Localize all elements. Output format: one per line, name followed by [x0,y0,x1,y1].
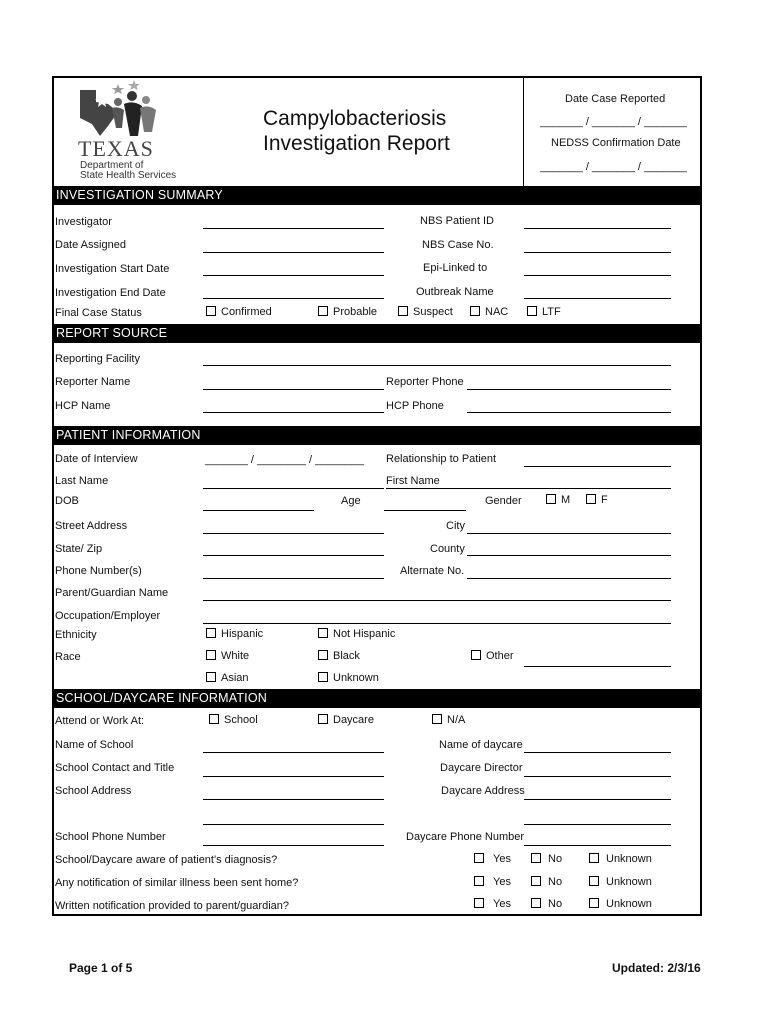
checkbox-icon [206,650,216,660]
checkbox-icon [531,898,541,908]
header-divider [523,78,524,186]
logo-texas: TEXAS [78,136,154,161]
school-phone-label: School Phone Number [55,831,166,843]
interview-date-label: Date of Interview [55,453,138,465]
school-address-field-1[interactable] [203,799,384,800]
street-address-field[interactable] [203,533,384,534]
outbreak-name-field[interactable] [524,298,671,299]
interview-date-field[interactable]: _______ / ________ / ________ [205,454,365,466]
date-reported-label: Date Case Reported [565,93,666,105]
start-date-field[interactable] [203,275,384,276]
notification-unknown[interactable]: Unknown [589,876,652,889]
checkbox-icon [209,714,219,724]
status-ltf[interactable]: LTF [527,306,561,319]
school-contact-field[interactable] [203,776,384,777]
checkbox-icon [206,628,216,638]
aware-no[interactable]: No [531,853,562,866]
patient-information-header: PATIENT INFORMATION [52,426,702,445]
logo-line2: State Health Services [80,170,177,181]
reporter-phone-field[interactable] [467,389,671,390]
guardian-field[interactable] [203,600,671,601]
texas-logo-icon [78,80,160,138]
daycare-address-field-2[interactable] [524,824,671,825]
checkbox-icon [531,853,541,863]
hcp-phone-label: HCP Phone [386,400,444,412]
checkbox-icon [589,898,599,908]
last-name-field[interactable] [203,488,384,489]
checkbox-icon [318,628,328,638]
daycare-address-field-1[interactable] [524,799,671,800]
county-field[interactable] [467,555,671,556]
reporting-facility-label: Reporting Facility [55,353,140,365]
dob-label: DOB [55,495,79,507]
race-unknown[interactable]: Unknown [318,672,379,685]
investigator-field[interactable] [203,228,384,229]
logo-line1: Department of [80,160,144,171]
gender-label: Gender [485,495,522,507]
school-address-label: School Address [55,785,132,797]
phone-label: Phone Number(s) [55,565,142,577]
notification-no[interactable]: No [531,876,562,889]
school-contact-label: School Contact and Title [55,762,175,774]
attend-label: Attend or Work At: [55,715,145,727]
report-title: Campylobacteriosis Investigation Report [263,107,450,155]
ethnicity-not-hispanic[interactable]: Not Hispanic [318,628,395,641]
daycare-director-field[interactable] [524,776,671,777]
attend-school[interactable]: School [209,714,258,727]
checkbox-icon [470,306,480,316]
checkbox-icon [471,650,481,660]
hcp-phone-field[interactable] [467,412,671,413]
question-written: Written notification provided to parent/guardian? [55,900,289,912]
status-confirmed[interactable]: Confirmed [206,306,272,319]
date-assigned-label: Date Assigned [55,239,126,251]
daycare-name-field[interactable] [524,752,671,753]
nedss-date-label: NEDSS Confirmation Date [551,137,681,149]
ethnicity-label: Ethnicity [55,629,97,641]
school-name-label: Name of School [55,739,134,751]
daycare-phone-field[interactable] [524,845,671,846]
checkbox-icon [474,853,484,863]
date-reported-field[interactable]: _______ / _______ / _______ [540,116,687,128]
city-label: City [446,520,465,532]
epi-linked-field[interactable] [524,275,671,276]
dob-field[interactable] [203,510,314,511]
daycare-director-label: Daycare Director [440,762,523,774]
reporter-name-field[interactable] [203,389,384,390]
aware-yes[interactable]: Yes [474,853,511,866]
status-suspect[interactable]: Suspect [398,306,453,319]
start-date-label: Investigation Start Date [55,263,170,275]
reporting-facility-field[interactable] [203,365,671,366]
county-label: County [430,543,465,555]
written-unknown[interactable]: Unknown [589,898,652,911]
race-other-field[interactable] [524,666,671,667]
checkbox-icon [432,714,442,724]
checkbox-icon [206,306,216,316]
race-asian[interactable]: Asian [206,672,249,685]
last-name-label: Last Name [55,475,109,487]
checkbox-icon [586,494,596,504]
nbs-patient-id-field[interactable] [524,228,671,229]
checkbox-icon [206,672,216,682]
aware-unknown[interactable]: Unknown [589,853,652,866]
outbreak-name-label: Outbreak Name [416,286,494,298]
checkbox-icon [527,306,537,316]
daycare-name-label: Name of daycare [439,739,523,751]
checkbox-icon [531,876,541,886]
page-number: Page 1 of 5 [69,961,133,975]
occupation-label: Occupation/Employer [55,610,161,622]
hcp-name-field[interactable] [203,412,384,413]
race-white[interactable]: White [206,650,249,663]
reporter-name-label: Reporter Name [55,376,131,388]
alternate-no-field[interactable] [467,578,671,579]
date-assigned-field[interactable] [203,252,384,253]
checkbox-icon [474,898,484,908]
age-label: Age [341,495,361,507]
question-aware: School/Daycare aware of patient's diagnosis? [55,854,278,866]
guardian-label: Parent/Guardian Name [55,587,169,599]
final-status-label: Final Case Status [55,307,142,319]
attend-daycare[interactable]: Daycare [318,714,374,727]
texas-dshs-logo [76,80,186,182]
city-field[interactable] [467,533,671,534]
relationship-field[interactable] [524,466,671,467]
first-name-label: First Name [386,475,440,487]
gender-m[interactable]: M [546,494,570,507]
checkbox-icon [318,714,328,724]
report-source-header: REPORT SOURCE [52,324,702,343]
gender-f[interactable]: F [586,494,608,507]
checkbox-icon [318,650,328,660]
checkbox-icon [589,853,599,863]
first-name-field[interactable] [386,488,671,489]
daycare-phone-label: Daycare Phone Number [406,831,525,843]
investigation-summary-header: INVESTIGATION SUMMARY [52,186,702,205]
phone-field[interactable] [203,578,384,579]
attend-na[interactable]: N/A [432,714,465,727]
state-zip-field[interactable] [203,555,384,556]
hcp-name-label: HCP Name [55,400,111,412]
state-zip-label: State/ Zip [55,543,103,555]
race-label: Race [55,651,81,663]
school-name-field[interactable] [203,752,384,753]
end-date-label: Investigation End Date [55,287,166,299]
ethnicity-hispanic[interactable]: Hispanic [206,628,263,641]
nedss-date-field[interactable]: _______ / _______ / _______ [540,161,687,173]
checkbox-icon [546,494,556,504]
street-address-label: Street Address [55,520,128,532]
daycare-address-label: Daycare Address [441,785,525,797]
status-probable[interactable]: Probable [318,306,377,319]
nbs-case-no-field[interactable] [524,252,671,253]
nbs-patient-id-label: NBS Patient ID [420,215,494,227]
alternate-no-label: Alternate No. [400,565,465,577]
investigator-label: Investigator [55,216,112,228]
checkbox-icon [474,876,484,886]
school-address-field-2[interactable] [203,824,384,825]
race-other[interactable]: Other [471,650,514,663]
age-field[interactable] [384,510,466,511]
written-yes[interactable]: Yes [474,898,511,911]
reporter-phone-label: Reporter Phone [386,376,464,388]
relationship-label: Relationship to Patient [386,453,497,465]
checkbox-icon [398,306,408,316]
school-phone-field[interactable] [203,845,384,846]
checkbox-icon [318,306,328,316]
race-black[interactable]: Black [318,650,360,663]
end-date-field[interactable] [203,298,384,299]
notification-yes[interactable]: Yes [474,876,511,889]
question-notification: Any notification of similar illness been sent home? [55,877,299,889]
nbs-case-no-label: NBS Case No. [422,239,494,251]
occupation-field[interactable] [203,623,671,624]
written-no[interactable]: No [531,898,562,911]
epi-linked-label: Epi-Linked to [423,262,488,274]
status-nac[interactable]: NAC [470,306,508,319]
school-daycare-header: SCHOOL/DAYCARE INFORMATION [52,689,702,708]
updated-date: Updated: 2/3/16 [612,961,701,975]
checkbox-icon [589,876,599,886]
checkbox-icon [318,672,328,682]
